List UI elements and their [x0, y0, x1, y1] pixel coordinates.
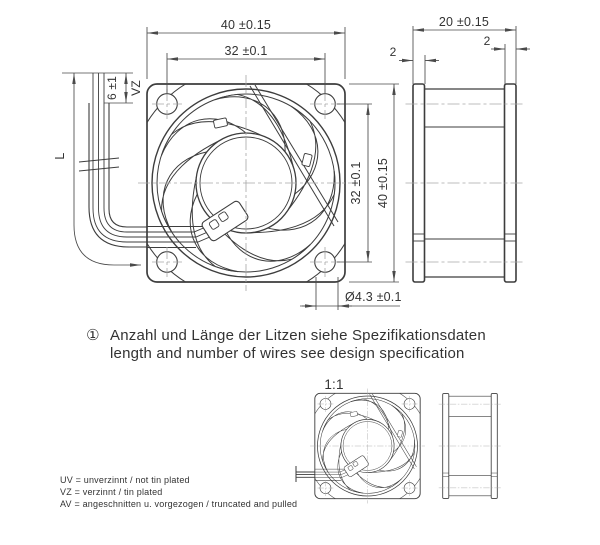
abbreviation-legend — [60, 475, 297, 509]
dim-hole-pitch-right-label: 32 ±0.1 — [349, 161, 363, 205]
note-line-en: length and number of wires see design specification — [110, 345, 465, 362]
wire-break-mark — [79, 158, 119, 171]
legend-av: AV = angeschnitten u. vorgezogen / truncated and pulled — [60, 499, 298, 509]
legend-vz: VZ = verzinnt / tin plated — [60, 487, 163, 497]
dim-strip-length-label: 6 ±1 — [105, 75, 119, 101]
dim-flange-rear-label: 2 — [483, 34, 491, 48]
dim-width-top-label: 40 ±0.15 — [220, 18, 272, 32]
front-view — [130, 67, 362, 299]
side-view-1to1 — [439, 394, 502, 499]
dim-flange-rear — [484, 34, 530, 84]
note-line-de: Anzahl und Länge der Litzen siehe Spezifikationsdaten — [110, 327, 486, 344]
dim-hole-diameter-label: Ø4.3 ±0.1 — [345, 290, 402, 304]
dim-height-right-label: 40 ±0.15 — [376, 157, 390, 209]
strip-finish-label: VZ — [129, 80, 143, 96]
front-view-1to1 — [306, 384, 429, 507]
drawing-note — [86, 327, 486, 362]
dim-flange-front — [390, 45, 439, 84]
side-view — [406, 84, 524, 282]
dim-depth-label: 20 ±0.15 — [438, 15, 490, 29]
note-ref-mark: ① — [86, 327, 100, 344]
dim-hole-pitch-top-label: 32 ±0.1 — [224, 44, 268, 58]
legend-uv: UV = unverzinnt / not tin plated — [60, 475, 190, 485]
scale-label: 1:1 — [324, 377, 344, 392]
lead-wire-1to1 — [296, 466, 315, 482]
dim-flange-front-label: 2 — [389, 45, 397, 59]
dim-lead-length-label: L — [53, 152, 67, 160]
dim-depth — [413, 15, 516, 84]
